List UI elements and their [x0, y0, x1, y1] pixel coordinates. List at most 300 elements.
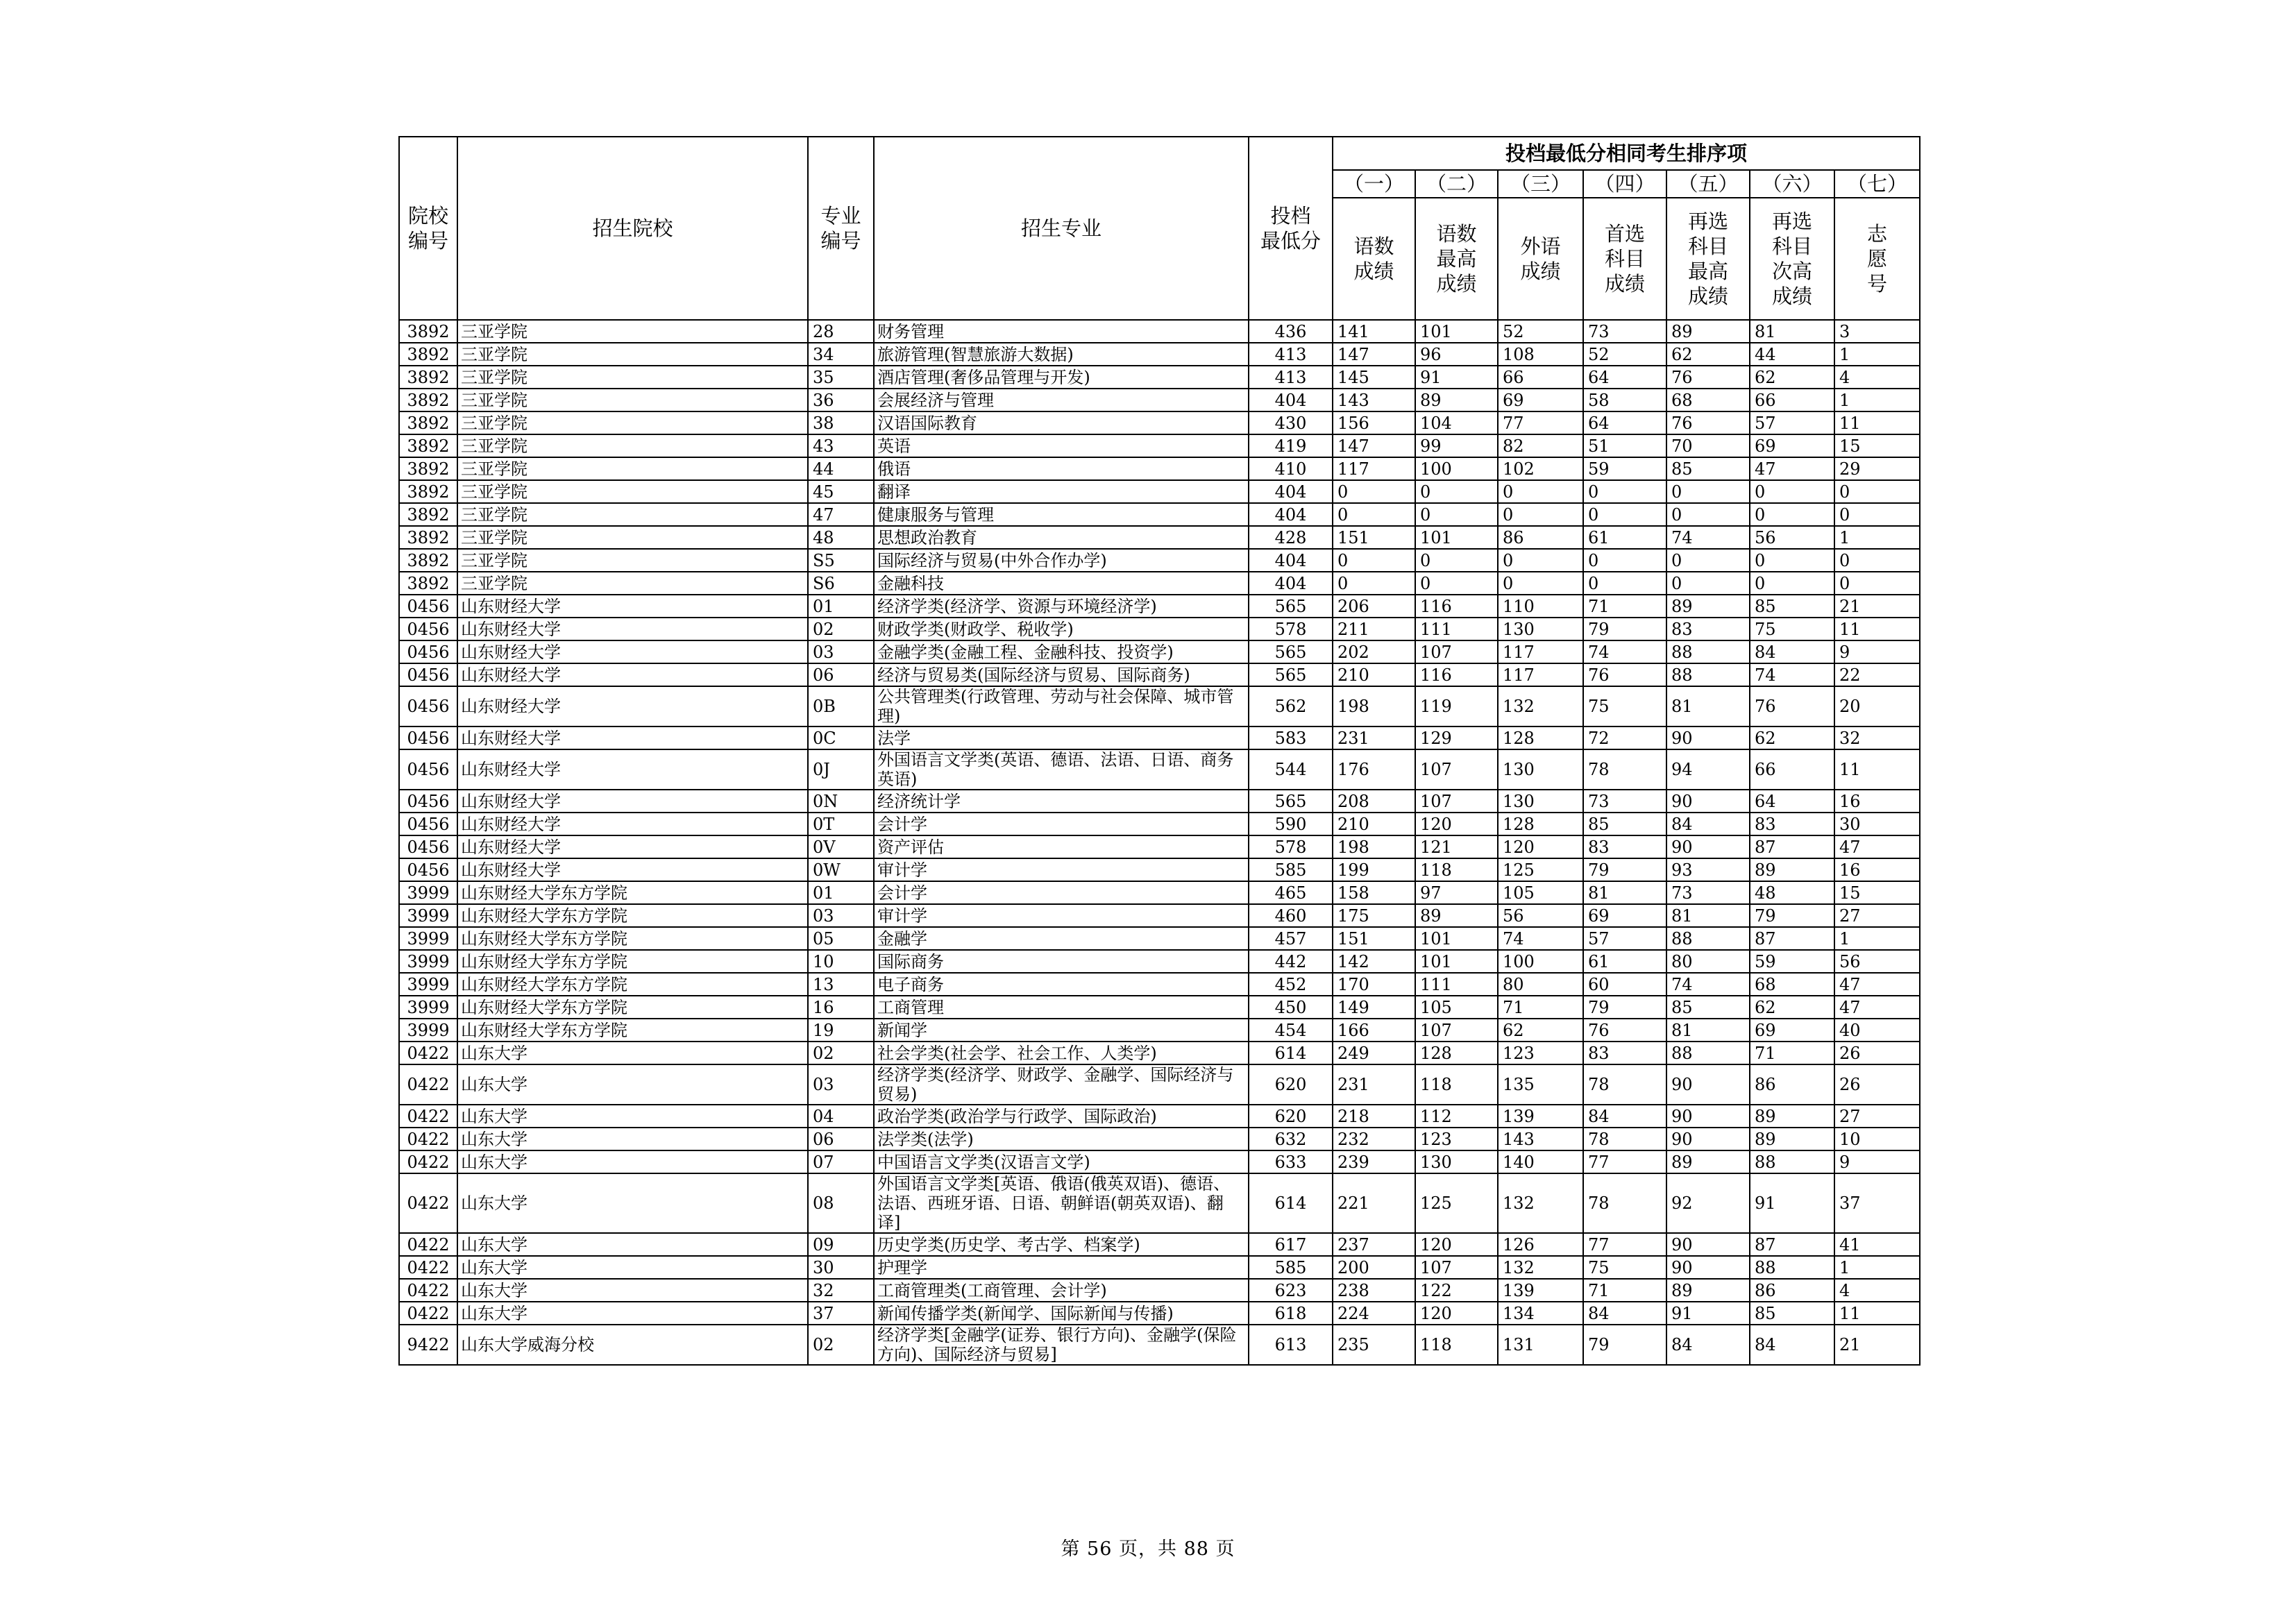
- rank-5-cell: 74: [1666, 526, 1750, 549]
- rank-3-cell: 69: [1498, 389, 1583, 411]
- rank-4-cell: 64: [1583, 411, 1666, 434]
- rank-7-cell: 29: [1834, 457, 1920, 480]
- rank-1-cell: 218: [1333, 1105, 1415, 1128]
- major-name-cell: 历史学类(历史学、考古学、档案学): [874, 1233, 1249, 1256]
- table-body: [399, 320, 1920, 1365]
- rank-4-cell: 60: [1583, 973, 1666, 996]
- school-code-cell: 3999: [399, 973, 457, 996]
- rank-4-cell: 79: [1583, 858, 1666, 881]
- major-name-cell: 审计学: [874, 904, 1249, 927]
- table-row: [399, 813, 1920, 835]
- major-code-cell: 06: [808, 663, 874, 686]
- min-score-cell: 578: [1249, 835, 1333, 858]
- rank-1-cell: 147: [1333, 343, 1415, 366]
- rank-4-cell: 81: [1583, 881, 1666, 904]
- rank-5-cell: 76: [1666, 366, 1750, 389]
- rank-7-cell: 1: [1834, 526, 1920, 549]
- rank-6-cell: 74: [1750, 663, 1834, 686]
- header-sub-label: 志 愿 号: [1834, 198, 1920, 320]
- major-name-cell: 经济学类[金融学(证券、银行方向)、金融学(保险方向)、国际经济与贸易]: [874, 1325, 1249, 1365]
- rank-6-cell: 66: [1750, 749, 1834, 790]
- table-row: [399, 1173, 1920, 1233]
- rank-1-cell: 151: [1333, 526, 1415, 549]
- table-row: [399, 618, 1920, 640]
- rank-3-cell: 71: [1498, 996, 1583, 1019]
- rank-1-cell: 232: [1333, 1128, 1415, 1150]
- school-code-cell: 3892: [399, 389, 457, 411]
- major-code-cell: 02: [808, 618, 874, 640]
- major-name-cell: 国际商务: [874, 950, 1249, 973]
- school-code-cell: 0456: [399, 790, 457, 813]
- rank-3-cell: 117: [1498, 663, 1583, 686]
- rank-7-cell: 41: [1834, 1233, 1920, 1256]
- school-name-cell: 山东大学: [457, 1042, 808, 1064]
- header-sub-num: （六）: [1750, 170, 1834, 198]
- rank-7-cell: 27: [1834, 904, 1920, 927]
- rank-4-cell: 75: [1583, 1256, 1666, 1279]
- major-name-cell: 经济与贸易类(国际经济与贸易、国际商务): [874, 663, 1249, 686]
- major-name-cell: 新闻传播学类(新闻学、国际新闻与传播): [874, 1302, 1249, 1325]
- school-name-cell: 三亚学院: [457, 549, 808, 572]
- school-name-cell: 山东财经大学: [457, 835, 808, 858]
- rank-2-cell: 97: [1415, 881, 1498, 904]
- school-name-cell: 山东财经大学东方学院: [457, 950, 808, 973]
- rank-2-cell: 128: [1415, 1042, 1498, 1064]
- rank-2-cell: 0: [1415, 480, 1498, 503]
- school-code-cell: 3892: [399, 503, 457, 526]
- rank-2-cell: 0: [1415, 572, 1498, 595]
- rank-3-cell: 0: [1498, 549, 1583, 572]
- rank-2-cell: 91: [1415, 366, 1498, 389]
- rank-2-cell: 111: [1415, 618, 1498, 640]
- major-code-cell: 48: [808, 526, 874, 549]
- rank-4-cell: 83: [1583, 835, 1666, 858]
- rank-5-cell: 90: [1666, 1128, 1750, 1150]
- rank-4-cell: 64: [1583, 366, 1666, 389]
- header-sub-num: （三）: [1498, 170, 1583, 198]
- rank-5-cell: 84: [1666, 813, 1750, 835]
- major-name-cell: 思想政治教育: [874, 526, 1249, 549]
- rank-3-cell: 108: [1498, 343, 1583, 366]
- major-name-cell: 外国语言文学类[英语、俄语(俄英双语)、德语、法语、西班牙语、日语、朝鲜语(朝英双语)、翻译]: [874, 1173, 1249, 1233]
- rank-5-cell: 84: [1666, 1325, 1750, 1365]
- major-code-cell: 38: [808, 411, 874, 434]
- min-score-cell: 565: [1249, 663, 1333, 686]
- table-row: [399, 1279, 1920, 1302]
- header-sub-label: 语数 成绩: [1333, 198, 1415, 320]
- min-score-cell: 460: [1249, 904, 1333, 927]
- rank-3-cell: 0: [1498, 503, 1583, 526]
- rank-3-cell: 130: [1498, 790, 1583, 813]
- school-name-cell: 山东大学: [457, 1105, 808, 1128]
- rank-2-cell: 123: [1415, 1128, 1498, 1150]
- rank-1-cell: 143: [1333, 389, 1415, 411]
- school-name-cell: 山东财经大学: [457, 595, 808, 618]
- rank-4-cell: 51: [1583, 434, 1666, 457]
- rank-3-cell: 120: [1498, 835, 1583, 858]
- major-name-cell: 金融科技: [874, 572, 1249, 595]
- rank-2-cell: 118: [1415, 1064, 1498, 1105]
- rank-4-cell: 58: [1583, 389, 1666, 411]
- min-score-cell: 410: [1249, 457, 1333, 480]
- rank-5-cell: 0: [1666, 549, 1750, 572]
- major-code-cell: 0B: [808, 686, 874, 726]
- school-name-cell: 山东大学: [457, 1302, 808, 1325]
- rank-7-cell: 9: [1834, 640, 1920, 663]
- table-row: [399, 996, 1920, 1019]
- rank-3-cell: 132: [1498, 686, 1583, 726]
- major-code-cell: 05: [808, 927, 874, 950]
- table-row: [399, 503, 1920, 526]
- table-header: [399, 137, 1920, 320]
- rank-3-cell: 128: [1498, 813, 1583, 835]
- rank-2-cell: 89: [1415, 904, 1498, 927]
- rank-7-cell: 0: [1834, 549, 1920, 572]
- rank-1-cell: 237: [1333, 1233, 1415, 1256]
- school-name-cell: 山东财经大学: [457, 726, 808, 749]
- school-name-cell: 山东财经大学: [457, 790, 808, 813]
- min-score-cell: 404: [1249, 503, 1333, 526]
- header-sub-num: （二）: [1415, 170, 1498, 198]
- rank-1-cell: 156: [1333, 411, 1415, 434]
- min-score-cell: 620: [1249, 1064, 1333, 1105]
- rank-4-cell: 84: [1583, 1105, 1666, 1128]
- table-row: [399, 973, 1920, 996]
- rank-5-cell: 90: [1666, 1105, 1750, 1128]
- major-name-cell: 经济统计学: [874, 790, 1249, 813]
- rank-3-cell: 131: [1498, 1325, 1583, 1365]
- rank-5-cell: 70: [1666, 434, 1750, 457]
- rank-4-cell: 0: [1583, 503, 1666, 526]
- rank-7-cell: 47: [1834, 996, 1920, 1019]
- school-code-cell: 0456: [399, 686, 457, 726]
- header-major-code: 专业 编号: [808, 137, 874, 320]
- min-score-cell: 413: [1249, 366, 1333, 389]
- table-row: [399, 457, 1920, 480]
- rank-2-cell: 122: [1415, 1279, 1498, 1302]
- rank-4-cell: 52: [1583, 343, 1666, 366]
- rank-4-cell: 61: [1583, 526, 1666, 549]
- table-row: [399, 904, 1920, 927]
- rank-3-cell: 80: [1498, 973, 1583, 996]
- school-name-cell: 山东大学: [457, 1256, 808, 1279]
- min-score-cell: 618: [1249, 1302, 1333, 1325]
- rank-7-cell: 3: [1834, 320, 1920, 343]
- rank-3-cell: 86: [1498, 526, 1583, 549]
- rank-4-cell: 73: [1583, 790, 1666, 813]
- major-code-cell: 06: [808, 1128, 874, 1150]
- major-name-cell: 健康服务与管理: [874, 503, 1249, 526]
- rank-1-cell: 224: [1333, 1302, 1415, 1325]
- major-code-cell: 0W: [808, 858, 874, 881]
- school-code-cell: 0422: [399, 1233, 457, 1256]
- table-row: [399, 881, 1920, 904]
- school-name-cell: 三亚学院: [457, 366, 808, 389]
- rank-2-cell: 120: [1415, 1302, 1498, 1325]
- rank-5-cell: 68: [1666, 389, 1750, 411]
- rank-1-cell: 147: [1333, 434, 1415, 457]
- table-row: [399, 749, 1920, 790]
- major-code-cell: 02: [808, 1042, 874, 1064]
- school-code-cell: 0456: [399, 618, 457, 640]
- rank-7-cell: 37: [1834, 1173, 1920, 1233]
- school-name-cell: 山东财经大学: [457, 640, 808, 663]
- rank-4-cell: 69: [1583, 904, 1666, 927]
- rank-5-cell: 81: [1666, 686, 1750, 726]
- rank-6-cell: 85: [1750, 1302, 1834, 1325]
- rank-7-cell: 32: [1834, 726, 1920, 749]
- rank-6-cell: 83: [1750, 813, 1834, 835]
- rank-6-cell: 64: [1750, 790, 1834, 813]
- major-code-cell: 37: [808, 1302, 874, 1325]
- school-name-cell: 三亚学院: [457, 503, 808, 526]
- rank-3-cell: 128: [1498, 726, 1583, 749]
- rank-7-cell: 47: [1834, 835, 1920, 858]
- rank-1-cell: 206: [1333, 595, 1415, 618]
- school-name-cell: 山东财经大学东方学院: [457, 973, 808, 996]
- rank-4-cell: 0: [1583, 572, 1666, 595]
- table-row: [399, 343, 1920, 366]
- rank-1-cell: 210: [1333, 663, 1415, 686]
- major-name-cell: 旅游管理(智慧旅游大数据): [874, 343, 1249, 366]
- school-code-cell: 0456: [399, 663, 457, 686]
- rank-5-cell: 89: [1666, 595, 1750, 618]
- rank-5-cell: 88: [1666, 1042, 1750, 1064]
- rank-2-cell: 107: [1415, 1019, 1498, 1042]
- school-name-cell: 山东财经大学东方学院: [457, 904, 808, 927]
- school-name-cell: 山东财经大学东方学院: [457, 927, 808, 950]
- rank-2-cell: 104: [1415, 411, 1498, 434]
- rank-6-cell: 75: [1750, 618, 1834, 640]
- rank-4-cell: 84: [1583, 1302, 1666, 1325]
- table-row: [399, 858, 1920, 881]
- rank-7-cell: 4: [1834, 366, 1920, 389]
- school-code-cell: 0422: [399, 1173, 457, 1233]
- rank-2-cell: 118: [1415, 1325, 1498, 1365]
- rank-4-cell: 76: [1583, 663, 1666, 686]
- table-row: [399, 1325, 1920, 1365]
- rank-1-cell: 141: [1333, 320, 1415, 343]
- school-code-cell: 0422: [399, 1042, 457, 1064]
- major-code-cell: 03: [808, 1064, 874, 1105]
- major-code-cell: 47: [808, 503, 874, 526]
- rank-6-cell: 71: [1750, 1042, 1834, 1064]
- school-name-cell: 三亚学院: [457, 434, 808, 457]
- school-code-cell: 3892: [399, 526, 457, 549]
- rank-3-cell: 56: [1498, 904, 1583, 927]
- rank-5-cell: 73: [1666, 881, 1750, 904]
- table-row: [399, 320, 1920, 343]
- rank-4-cell: 0: [1583, 549, 1666, 572]
- rank-3-cell: 82: [1498, 434, 1583, 457]
- rank-7-cell: 47: [1834, 973, 1920, 996]
- rank-7-cell: 11: [1834, 749, 1920, 790]
- rank-7-cell: 10: [1834, 1128, 1920, 1150]
- rank-7-cell: 30: [1834, 813, 1920, 835]
- rank-1-cell: 166: [1333, 1019, 1415, 1042]
- major-name-cell: 新闻学: [874, 1019, 1249, 1042]
- major-code-cell: 07: [808, 1150, 874, 1173]
- rank-5-cell: 0: [1666, 572, 1750, 595]
- page-footer: 第 56 页，共 88 页: [1061, 1538, 1235, 1560]
- header-sub-num: （一）: [1333, 170, 1415, 198]
- rank-6-cell: 0: [1750, 549, 1834, 572]
- rank-2-cell: 101: [1415, 927, 1498, 950]
- table-row: [399, 790, 1920, 813]
- rank-7-cell: 0: [1834, 480, 1920, 503]
- rank-1-cell: 210: [1333, 813, 1415, 835]
- rank-4-cell: 57: [1583, 927, 1666, 950]
- min-score-cell: 454: [1249, 1019, 1333, 1042]
- major-name-cell: 俄语: [874, 457, 1249, 480]
- rank-6-cell: 68: [1750, 973, 1834, 996]
- major-name-cell: 电子商务: [874, 973, 1249, 996]
- rank-6-cell: 79: [1750, 904, 1834, 927]
- rank-3-cell: 139: [1498, 1105, 1583, 1128]
- school-name-cell: 三亚学院: [457, 411, 808, 434]
- school-code-cell: 0456: [399, 640, 457, 663]
- rank-1-cell: 231: [1333, 1064, 1415, 1105]
- table-row: [399, 950, 1920, 973]
- rank-6-cell: 87: [1750, 1233, 1834, 1256]
- rank-7-cell: 40: [1834, 1019, 1920, 1042]
- min-score-cell: 413: [1249, 343, 1333, 366]
- min-score-cell: 465: [1249, 881, 1333, 904]
- rank-2-cell: 0: [1415, 549, 1498, 572]
- rank-5-cell: 94: [1666, 749, 1750, 790]
- rank-2-cell: 130: [1415, 1150, 1498, 1173]
- min-score-cell: 565: [1249, 640, 1333, 663]
- rank-2-cell: 0: [1415, 503, 1498, 526]
- school-code-cell: 0422: [399, 1256, 457, 1279]
- rank-2-cell: 125: [1415, 1173, 1498, 1233]
- rank-4-cell: 78: [1583, 1173, 1666, 1233]
- table-row: [399, 595, 1920, 618]
- admission-score-table: [398, 136, 1921, 1366]
- school-name-cell: 三亚学院: [457, 480, 808, 503]
- rank-2-cell: 121: [1415, 835, 1498, 858]
- school-name-cell: 山东大学: [457, 1233, 808, 1256]
- rank-4-cell: 77: [1583, 1233, 1666, 1256]
- min-score-cell: 428: [1249, 526, 1333, 549]
- major-name-cell: 会计学: [874, 881, 1249, 904]
- rank-7-cell: 4: [1834, 1279, 1920, 1302]
- school-code-cell: 0422: [399, 1150, 457, 1173]
- rank-7-cell: 56: [1834, 950, 1920, 973]
- school-code-cell: 0422: [399, 1279, 457, 1302]
- school-code-cell: 3892: [399, 366, 457, 389]
- school-name-cell: 三亚学院: [457, 457, 808, 480]
- rank-6-cell: 0: [1750, 572, 1834, 595]
- rank-6-cell: 76: [1750, 686, 1834, 726]
- school-code-cell: 0456: [399, 595, 457, 618]
- school-code-cell: 0456: [399, 858, 457, 881]
- rank-7-cell: 9: [1834, 1150, 1920, 1173]
- rank-4-cell: 78: [1583, 1128, 1666, 1150]
- rank-5-cell: 93: [1666, 858, 1750, 881]
- rank-2-cell: 111: [1415, 973, 1498, 996]
- rank-6-cell: 89: [1750, 858, 1834, 881]
- major-name-cell: 法学: [874, 726, 1249, 749]
- table-row: [399, 663, 1920, 686]
- major-name-cell: 会计学: [874, 813, 1249, 835]
- rank-2-cell: 116: [1415, 595, 1498, 618]
- school-name-cell: 山东大学: [457, 1064, 808, 1105]
- rank-5-cell: 90: [1666, 726, 1750, 749]
- school-code-cell: 0456: [399, 835, 457, 858]
- rank-1-cell: 149: [1333, 996, 1415, 1019]
- table-row: [399, 726, 1920, 749]
- rank-3-cell: 132: [1498, 1173, 1583, 1233]
- rank-5-cell: 90: [1666, 835, 1750, 858]
- school-name-cell: 三亚学院: [457, 320, 808, 343]
- major-code-cell: 45: [808, 480, 874, 503]
- rank-4-cell: 79: [1583, 618, 1666, 640]
- major-code-cell: 19: [808, 1019, 874, 1042]
- major-code-cell: 28: [808, 320, 874, 343]
- major-name-cell: 酒店管理(奢侈品管理与开发): [874, 366, 1249, 389]
- major-name-cell: 护理学: [874, 1256, 1249, 1279]
- table-row: [399, 1150, 1920, 1173]
- school-name-cell: 山东大学: [457, 1128, 808, 1150]
- rank-3-cell: 143: [1498, 1128, 1583, 1150]
- major-code-cell: 0C: [808, 726, 874, 749]
- major-code-cell: 0V: [808, 835, 874, 858]
- rank-5-cell: 0: [1666, 480, 1750, 503]
- school-code-cell: 3892: [399, 549, 457, 572]
- header-sub-label: 外语 成绩: [1498, 198, 1583, 320]
- rank-7-cell: 15: [1834, 434, 1920, 457]
- major-name-cell: 法学类(法学): [874, 1128, 1249, 1150]
- major-code-cell: 36: [808, 389, 874, 411]
- rank-7-cell: 27: [1834, 1105, 1920, 1128]
- rank-3-cell: 0: [1498, 572, 1583, 595]
- rank-2-cell: 118: [1415, 858, 1498, 881]
- rank-5-cell: 90: [1666, 1064, 1750, 1105]
- school-code-cell: 9422: [399, 1325, 457, 1365]
- rank-7-cell: 16: [1834, 790, 1920, 813]
- rank-5-cell: 88: [1666, 640, 1750, 663]
- header-school: 招生院校: [457, 137, 808, 320]
- rank-1-cell: 211: [1333, 618, 1415, 640]
- rank-3-cell: 135: [1498, 1064, 1583, 1105]
- rank-6-cell: 88: [1750, 1150, 1834, 1173]
- school-name-cell: 山东财经大学: [457, 618, 808, 640]
- rank-1-cell: 0: [1333, 549, 1415, 572]
- rank-1-cell: 239: [1333, 1150, 1415, 1173]
- header-sub-label: 首选 科目 成绩: [1583, 198, 1666, 320]
- rank-2-cell: 89: [1415, 389, 1498, 411]
- rank-6-cell: 48: [1750, 881, 1834, 904]
- table-row: [399, 927, 1920, 950]
- rank-2-cell: 107: [1415, 640, 1498, 663]
- header-sub-label: 语数 最高 成绩: [1415, 198, 1498, 320]
- min-score-cell: 404: [1249, 572, 1333, 595]
- table-row: [399, 1019, 1920, 1042]
- school-code-cell: 3892: [399, 320, 457, 343]
- rank-3-cell: 132: [1498, 1256, 1583, 1279]
- rank-5-cell: 90: [1666, 1233, 1750, 1256]
- rank-6-cell: 87: [1750, 927, 1834, 950]
- school-name-cell: 三亚学院: [457, 343, 808, 366]
- school-code-cell: 0456: [399, 749, 457, 790]
- rank-3-cell: 140: [1498, 1150, 1583, 1173]
- rank-1-cell: 235: [1333, 1325, 1415, 1365]
- rank-3-cell: 130: [1498, 749, 1583, 790]
- rank-6-cell: 57: [1750, 411, 1834, 434]
- rank-7-cell: 21: [1834, 595, 1920, 618]
- table-row: [399, 1064, 1920, 1105]
